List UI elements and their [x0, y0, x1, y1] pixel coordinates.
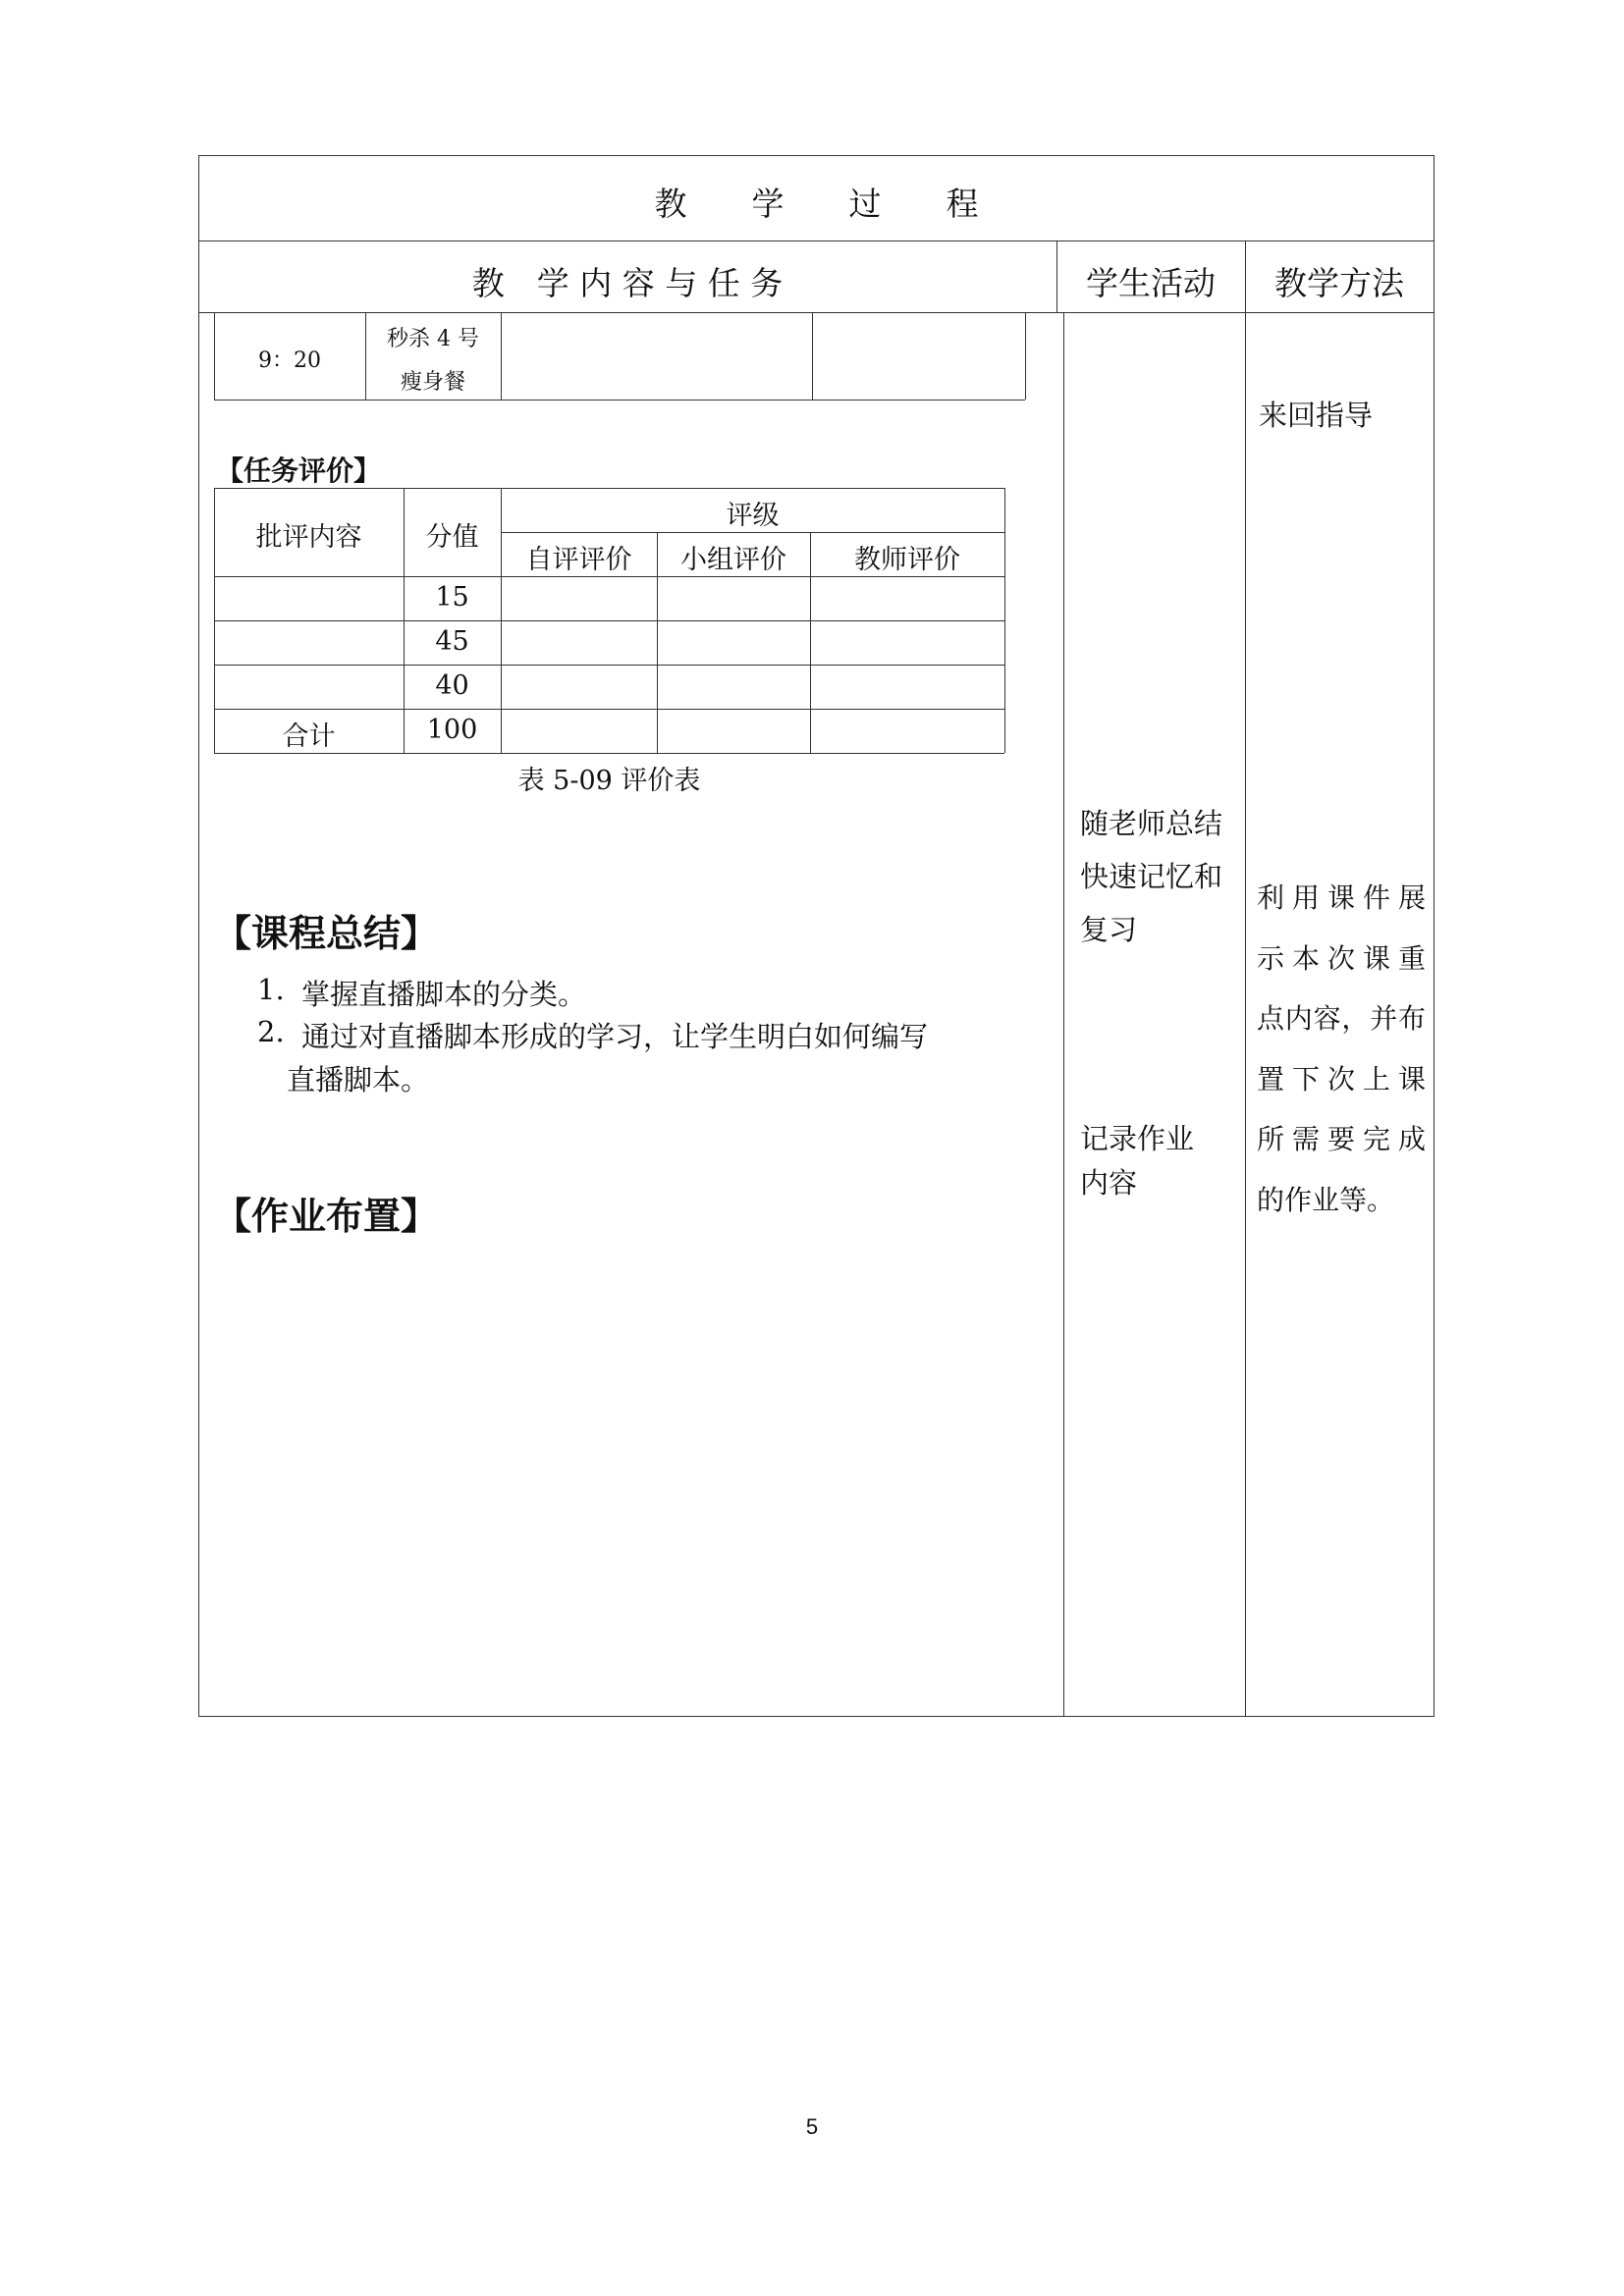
eval-score-total: 100 — [426, 715, 478, 745]
schedule-item-line1: 秒杀 4 号 — [387, 327, 479, 351]
schedule-time: 9：20 — [258, 348, 321, 373]
eval-header-rating: 评级 — [726, 501, 780, 531]
eval-header-content: 批评内容 — [255, 522, 362, 553]
column-header-student: 学生活动 — [1086, 264, 1216, 302]
eval-header-group: 小组评价 — [680, 545, 786, 575]
eval-score: 40 — [435, 670, 469, 701]
homework-heading: 【作业布置】 — [214, 1195, 439, 1238]
method-guide: 来回指导 — [1259, 399, 1374, 432]
eval-score: 45 — [435, 626, 469, 657]
method-line: 置下次上课 — [1257, 1063, 1426, 1095]
eval-header-self: 自评评价 — [525, 545, 632, 575]
student-activity-line: 快速记忆和 — [1080, 860, 1223, 893]
summary-item-number: 1. — [257, 973, 285, 1006]
column-header-content: 教 学 内 容 与 任 务 — [471, 264, 784, 302]
column-header-method: 教学方法 — [1274, 264, 1404, 302]
eval-header-score: 分值 — [425, 522, 479, 553]
section-title: 教 学 过 程 — [654, 185, 979, 223]
student-activity-line: 内容 — [1080, 1166, 1138, 1200]
student-activity-line: 复习 — [1080, 913, 1138, 946]
eval-score: 15 — [435, 582, 469, 613]
method-line: 点内容，并布 — [1257, 1002, 1426, 1035]
student-activity-line: 记录作业 — [1080, 1122, 1195, 1155]
method-line: 示本次课重 — [1257, 942, 1426, 975]
method-line: 利用课件展 — [1257, 881, 1426, 914]
summary-item: 通过对直播脚本形成的学习，让学生明白如何编写 — [301, 1020, 929, 1053]
summary-heading: 【课程总结】 — [214, 912, 439, 955]
student-activity-line: 随老师总结 — [1080, 807, 1223, 840]
table-caption: 表 5-09 评价表 — [517, 766, 701, 796]
method-line: 所需要完成 — [1257, 1123, 1426, 1155]
eval-header-teacher: 教师评价 — [854, 545, 960, 575]
eval-total-label: 合计 — [282, 721, 336, 752]
method-line: 的作业等。 — [1257, 1184, 1395, 1216]
summary-item: 掌握直播脚本的分类。 — [301, 978, 587, 1011]
page-number: 5 — [805, 2114, 819, 2139]
summary-item-number: 2. — [257, 1015, 285, 1048]
summary-item-continuation: 直播脚本。 — [287, 1063, 430, 1096]
task-eval-heading: 【任务评价】 — [216, 454, 382, 487]
schedule-item-line2: 瘦身餐 — [400, 370, 465, 395]
